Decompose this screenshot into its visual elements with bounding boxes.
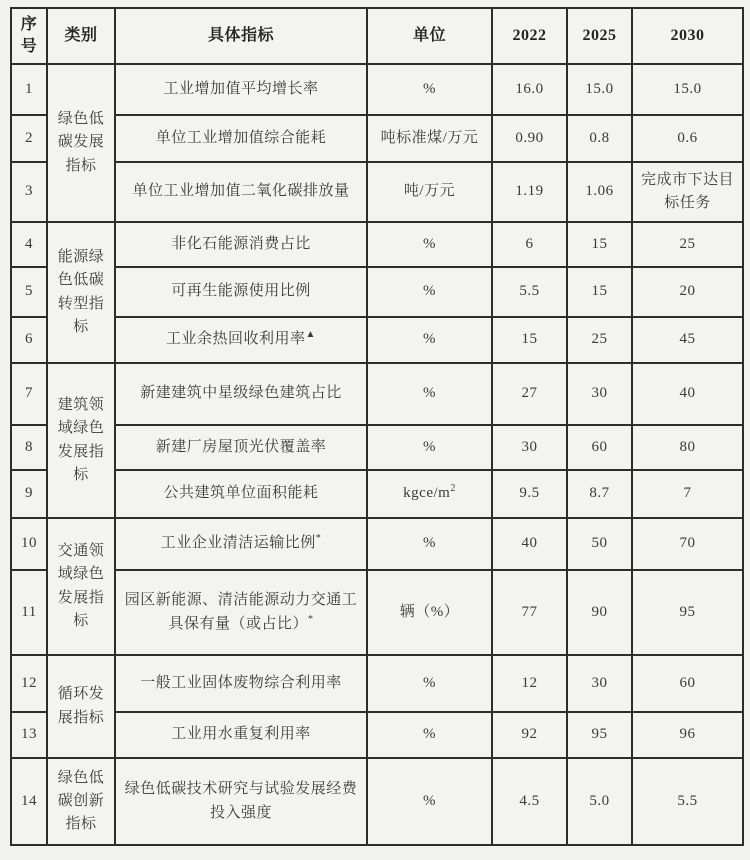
unit-cell bbox=[367, 712, 492, 758]
unit-text: % bbox=[423, 792, 436, 809]
unit-superscript: 2 bbox=[450, 483, 456, 495]
unit-cell bbox=[367, 222, 492, 267]
unit-cell bbox=[367, 570, 492, 655]
unit-text: % bbox=[423, 235, 436, 252]
value-2025-cell: 95 bbox=[567, 712, 632, 758]
value-2022-cell: 30 bbox=[492, 425, 567, 470]
value-2022-cell: 15 bbox=[492, 317, 567, 363]
unit-cell bbox=[367, 162, 492, 222]
indicator-text: 非化石能源消费占比 bbox=[171, 235, 311, 252]
green-low-carbon-indicator-table bbox=[10, 7, 744, 846]
header-row bbox=[11, 8, 743, 64]
indicator-footnote-mark: * bbox=[315, 533, 322, 545]
indicator-cell bbox=[115, 64, 367, 115]
table-row bbox=[11, 425, 743, 470]
unit-cell bbox=[367, 363, 492, 425]
table-row bbox=[11, 518, 743, 570]
unit-cell bbox=[367, 655, 492, 712]
unit-cell bbox=[367, 758, 492, 845]
table-row bbox=[11, 317, 743, 363]
header-cell-category: 类别 bbox=[47, 8, 115, 64]
value-2022-cell: 1.19 bbox=[492, 162, 567, 222]
value-2022-cell: 0.90 bbox=[492, 115, 567, 162]
value-2022-cell: 77 bbox=[492, 570, 567, 655]
category-cell: 绿色低碳创新指标 bbox=[47, 758, 115, 845]
row-number-cell: 9 bbox=[11, 470, 47, 518]
indicator-text: 工业增加值平均增长率 bbox=[163, 80, 319, 97]
row-number-cell: 11 bbox=[11, 570, 47, 655]
indicator-text: 绿色低碳技术研究与试验发展经费投入强度 bbox=[124, 781, 358, 821]
value-2025-cell: 30 bbox=[567, 363, 632, 425]
unit-text: % bbox=[423, 80, 436, 97]
indicator-cell bbox=[115, 363, 367, 425]
unit-cell bbox=[367, 115, 492, 162]
value-2025-cell: 90 bbox=[567, 570, 632, 655]
indicator-text: 单位工业增加值二氧化碳排放量 bbox=[132, 183, 350, 200]
indicator-text: 可再生能源使用比例 bbox=[171, 283, 311, 300]
value-2022-cell: 6 bbox=[492, 222, 567, 267]
indicator-text: 工业企业清洁运输比例 bbox=[160, 535, 316, 552]
value-2030-cell: 20 bbox=[632, 267, 743, 317]
value-2030-cell: 5.5 bbox=[632, 758, 743, 845]
value-2025-cell: 0.8 bbox=[567, 115, 632, 162]
row-number-cell: 5 bbox=[11, 267, 47, 317]
value-2030-cell: 96 bbox=[632, 712, 743, 758]
table-row bbox=[11, 222, 743, 267]
indicator-text: 园区新能源、清洁能源动力交通工具保有量（或占比） bbox=[124, 592, 358, 632]
unit-cell bbox=[367, 317, 492, 363]
table-row bbox=[11, 570, 743, 655]
value-2030-cell: 完成市下达目标任务 bbox=[632, 162, 743, 222]
indicator-cell bbox=[115, 222, 367, 267]
value-2030-cell: 15.0 bbox=[632, 64, 743, 115]
unit-text: kgce/m bbox=[403, 485, 451, 502]
row-number-cell: 14 bbox=[11, 758, 47, 845]
category-cell: 建筑领域绿色发展指标 bbox=[47, 363, 115, 518]
category-cell: 能源绿色低碳转型指标 bbox=[47, 222, 115, 363]
indicator-cell bbox=[115, 317, 367, 363]
value-2025-cell: 15.0 bbox=[567, 64, 632, 115]
unit-text: % bbox=[423, 535, 436, 552]
indicator-footnote-mark: * bbox=[308, 613, 314, 625]
unit-text: % bbox=[423, 674, 436, 691]
unit-text: 辆（%） bbox=[399, 603, 460, 620]
indicator-footnote-mark: ▲ bbox=[305, 329, 316, 341]
table-row bbox=[11, 64, 743, 115]
unit-text: 吨标准煤/万元 bbox=[380, 129, 479, 146]
table-row bbox=[11, 267, 743, 317]
value-2025-cell: 5.0 bbox=[567, 758, 632, 845]
unit-text: % bbox=[423, 438, 436, 455]
indicator-text: 新建建筑中星级绿色建筑占比 bbox=[140, 385, 342, 402]
row-number-cell: 13 bbox=[11, 712, 47, 758]
value-2025-cell: 15 bbox=[567, 267, 632, 317]
indicator-cell bbox=[115, 115, 367, 162]
value-2022-cell: 16.0 bbox=[492, 64, 567, 115]
indicator-cell bbox=[115, 470, 367, 518]
table-row bbox=[11, 655, 743, 712]
value-2022-cell: 9.5 bbox=[492, 470, 567, 518]
unit-cell bbox=[367, 425, 492, 470]
value-2022-cell: 12 bbox=[492, 655, 567, 712]
header-cell-unit: 单位 bbox=[367, 8, 492, 64]
table-row bbox=[11, 115, 743, 162]
header-cell-2025: 2025 bbox=[567, 8, 632, 64]
unit-cell bbox=[367, 64, 492, 115]
header-cell-2030: 2030 bbox=[632, 8, 743, 64]
value-2030-cell: 25 bbox=[632, 222, 743, 267]
category-cell: 循环发展指标 bbox=[47, 655, 115, 758]
indicator-cell bbox=[115, 518, 367, 570]
unit-cell bbox=[367, 470, 492, 518]
unit-cell bbox=[367, 518, 492, 570]
unit-text: % bbox=[423, 331, 436, 348]
header-cell-2022: 2022 bbox=[492, 8, 567, 64]
category-cell: 交通领域绿色发展指标 bbox=[47, 518, 115, 655]
value-2030-cell: 40 bbox=[632, 363, 743, 425]
table-row bbox=[11, 712, 743, 758]
value-2030-cell: 70 bbox=[632, 518, 743, 570]
value-2025-cell: 30 bbox=[567, 655, 632, 712]
row-number-cell: 1 bbox=[11, 64, 47, 115]
indicator-text: 一般工业固体废物综合利用率 bbox=[140, 674, 342, 691]
unit-text: % bbox=[423, 283, 436, 300]
value-2022-cell: 4.5 bbox=[492, 758, 567, 845]
value-2025-cell: 8.7 bbox=[567, 470, 632, 518]
value-2025-cell: 1.06 bbox=[567, 162, 632, 222]
table-row bbox=[11, 470, 743, 518]
indicator-cell bbox=[115, 570, 367, 655]
table-row bbox=[11, 162, 743, 222]
indicator-text: 公共建筑单位面积能耗 bbox=[163, 485, 319, 502]
table-row bbox=[11, 363, 743, 425]
value-2022-cell: 27 bbox=[492, 363, 567, 425]
value-2025-cell: 25 bbox=[567, 317, 632, 363]
row-number-cell: 2 bbox=[11, 115, 47, 162]
table-row bbox=[11, 758, 743, 845]
row-number-cell: 7 bbox=[11, 363, 47, 425]
indicator-cell bbox=[115, 758, 367, 845]
row-number-cell: 8 bbox=[11, 425, 47, 470]
value-2030-cell: 95 bbox=[632, 570, 743, 655]
value-2025-cell: 50 bbox=[567, 518, 632, 570]
unit-cell bbox=[367, 267, 492, 317]
indicator-text: 新建厂房屋顶光伏覆盖率 bbox=[155, 438, 327, 455]
value-2030-cell: 7 bbox=[632, 470, 743, 518]
value-2025-cell: 60 bbox=[567, 425, 632, 470]
row-number-cell: 4 bbox=[11, 222, 47, 267]
unit-text: % bbox=[423, 385, 436, 402]
row-number-cell: 6 bbox=[11, 317, 47, 363]
value-2022-cell: 40 bbox=[492, 518, 567, 570]
category-cell: 绿色低碳发展指标 bbox=[47, 64, 115, 222]
indicator-cell bbox=[115, 267, 367, 317]
indicator-text: 单位工业增加值综合能耗 bbox=[155, 129, 327, 146]
value-2030-cell: 60 bbox=[632, 655, 743, 712]
value-2022-cell: 5.5 bbox=[492, 267, 567, 317]
header-cell-no: 序号 bbox=[11, 8, 47, 64]
value-2030-cell: 45 bbox=[632, 317, 743, 363]
value-2022-cell: 92 bbox=[492, 712, 567, 758]
unit-text: 吨/万元 bbox=[403, 183, 456, 200]
indicator-cell bbox=[115, 162, 367, 222]
indicator-text: 工业余热回收利用率 bbox=[166, 331, 306, 348]
unit-text: % bbox=[423, 726, 436, 743]
indicator-cell bbox=[115, 425, 367, 470]
row-number-cell: 10 bbox=[11, 518, 47, 570]
value-2025-cell: 15 bbox=[567, 222, 632, 267]
value-2030-cell: 0.6 bbox=[632, 115, 743, 162]
value-2030-cell: 80 bbox=[632, 425, 743, 470]
indicator-cell bbox=[115, 712, 367, 758]
row-number-cell: 3 bbox=[11, 162, 47, 222]
header-cell-indicator: 具体指标 bbox=[115, 8, 367, 64]
indicator-text: 工业用水重复利用率 bbox=[171, 726, 311, 743]
indicator-cell bbox=[115, 655, 367, 712]
row-number-cell: 12 bbox=[11, 655, 47, 712]
